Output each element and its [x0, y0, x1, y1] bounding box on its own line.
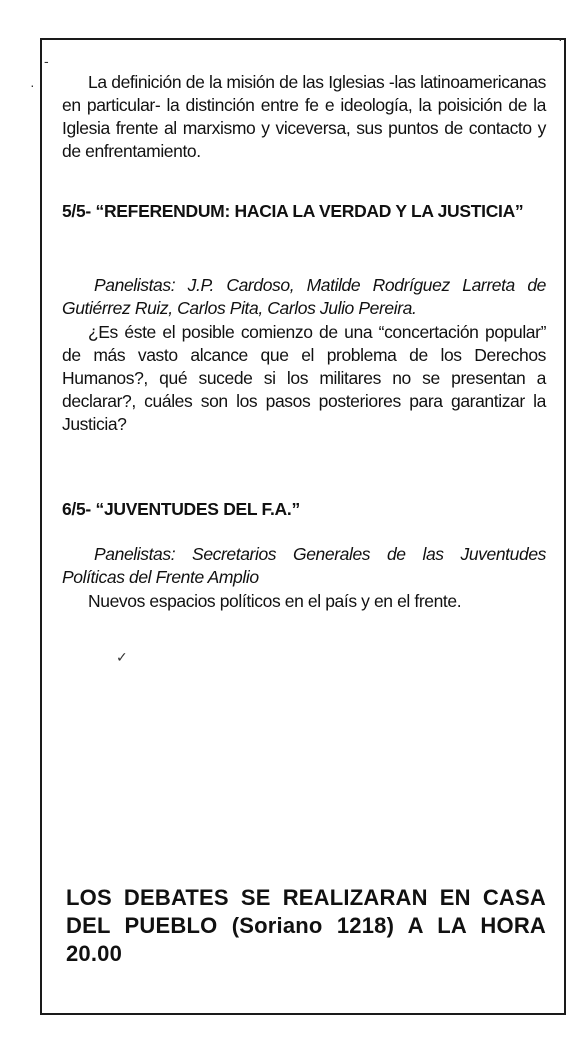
- panelists-text: Panelistas: J.P. Cardoso, Matilde Rodríguez Larreta de Gutiérrez Ruiz, Carlos Pita, Carlos Julio Pereira.: [62, 275, 546, 318]
- debate-heading: 6/5- “JUVENTUDES DEL F.A.”: [62, 499, 300, 519]
- print-speck: ·: [558, 31, 563, 47]
- debate-description: ¿Es éste el posible comienzo de una “concertación popular” de más vasto alcance que el problema de los Derechos Humanos?, qué sucede si los militares no se presentan a declarar?, cuáles son los pasos posteriores para garantizar la Justicia?: [62, 322, 546, 434]
- print-speck: ‐: [44, 53, 49, 69]
- debate-description: Nuevos espacios políticos en el país y en el frente.: [88, 591, 462, 611]
- print-speck: ✓: [116, 649, 128, 665]
- intro-paragraph: La definición de la misión de las Iglesias -las latinoamericanas en particular- la distinción entre fe e ideología, la poisición de la Iglesia frente al marxismo y viceversa, sus puntos de contacto y de enfrentamiento.: [62, 72, 546, 161]
- debate-heading: 5/5- “REFERENDUM: HACIA LA VERDAD Y LA JUSTICIA”: [62, 201, 524, 221]
- venue-notice: LOS DEBATES SE REALIZARAN EN CASA DEL PUEBLO (Soriano 1218) A LA HORA 20.00: [66, 885, 546, 966]
- panelists-text: Panelistas: Secretarios Generales de las Juventudes Políticas del Frente Amplio: [62, 544, 546, 587]
- page-border: [40, 38, 566, 1015]
- print-speck: ·: [30, 77, 35, 93]
